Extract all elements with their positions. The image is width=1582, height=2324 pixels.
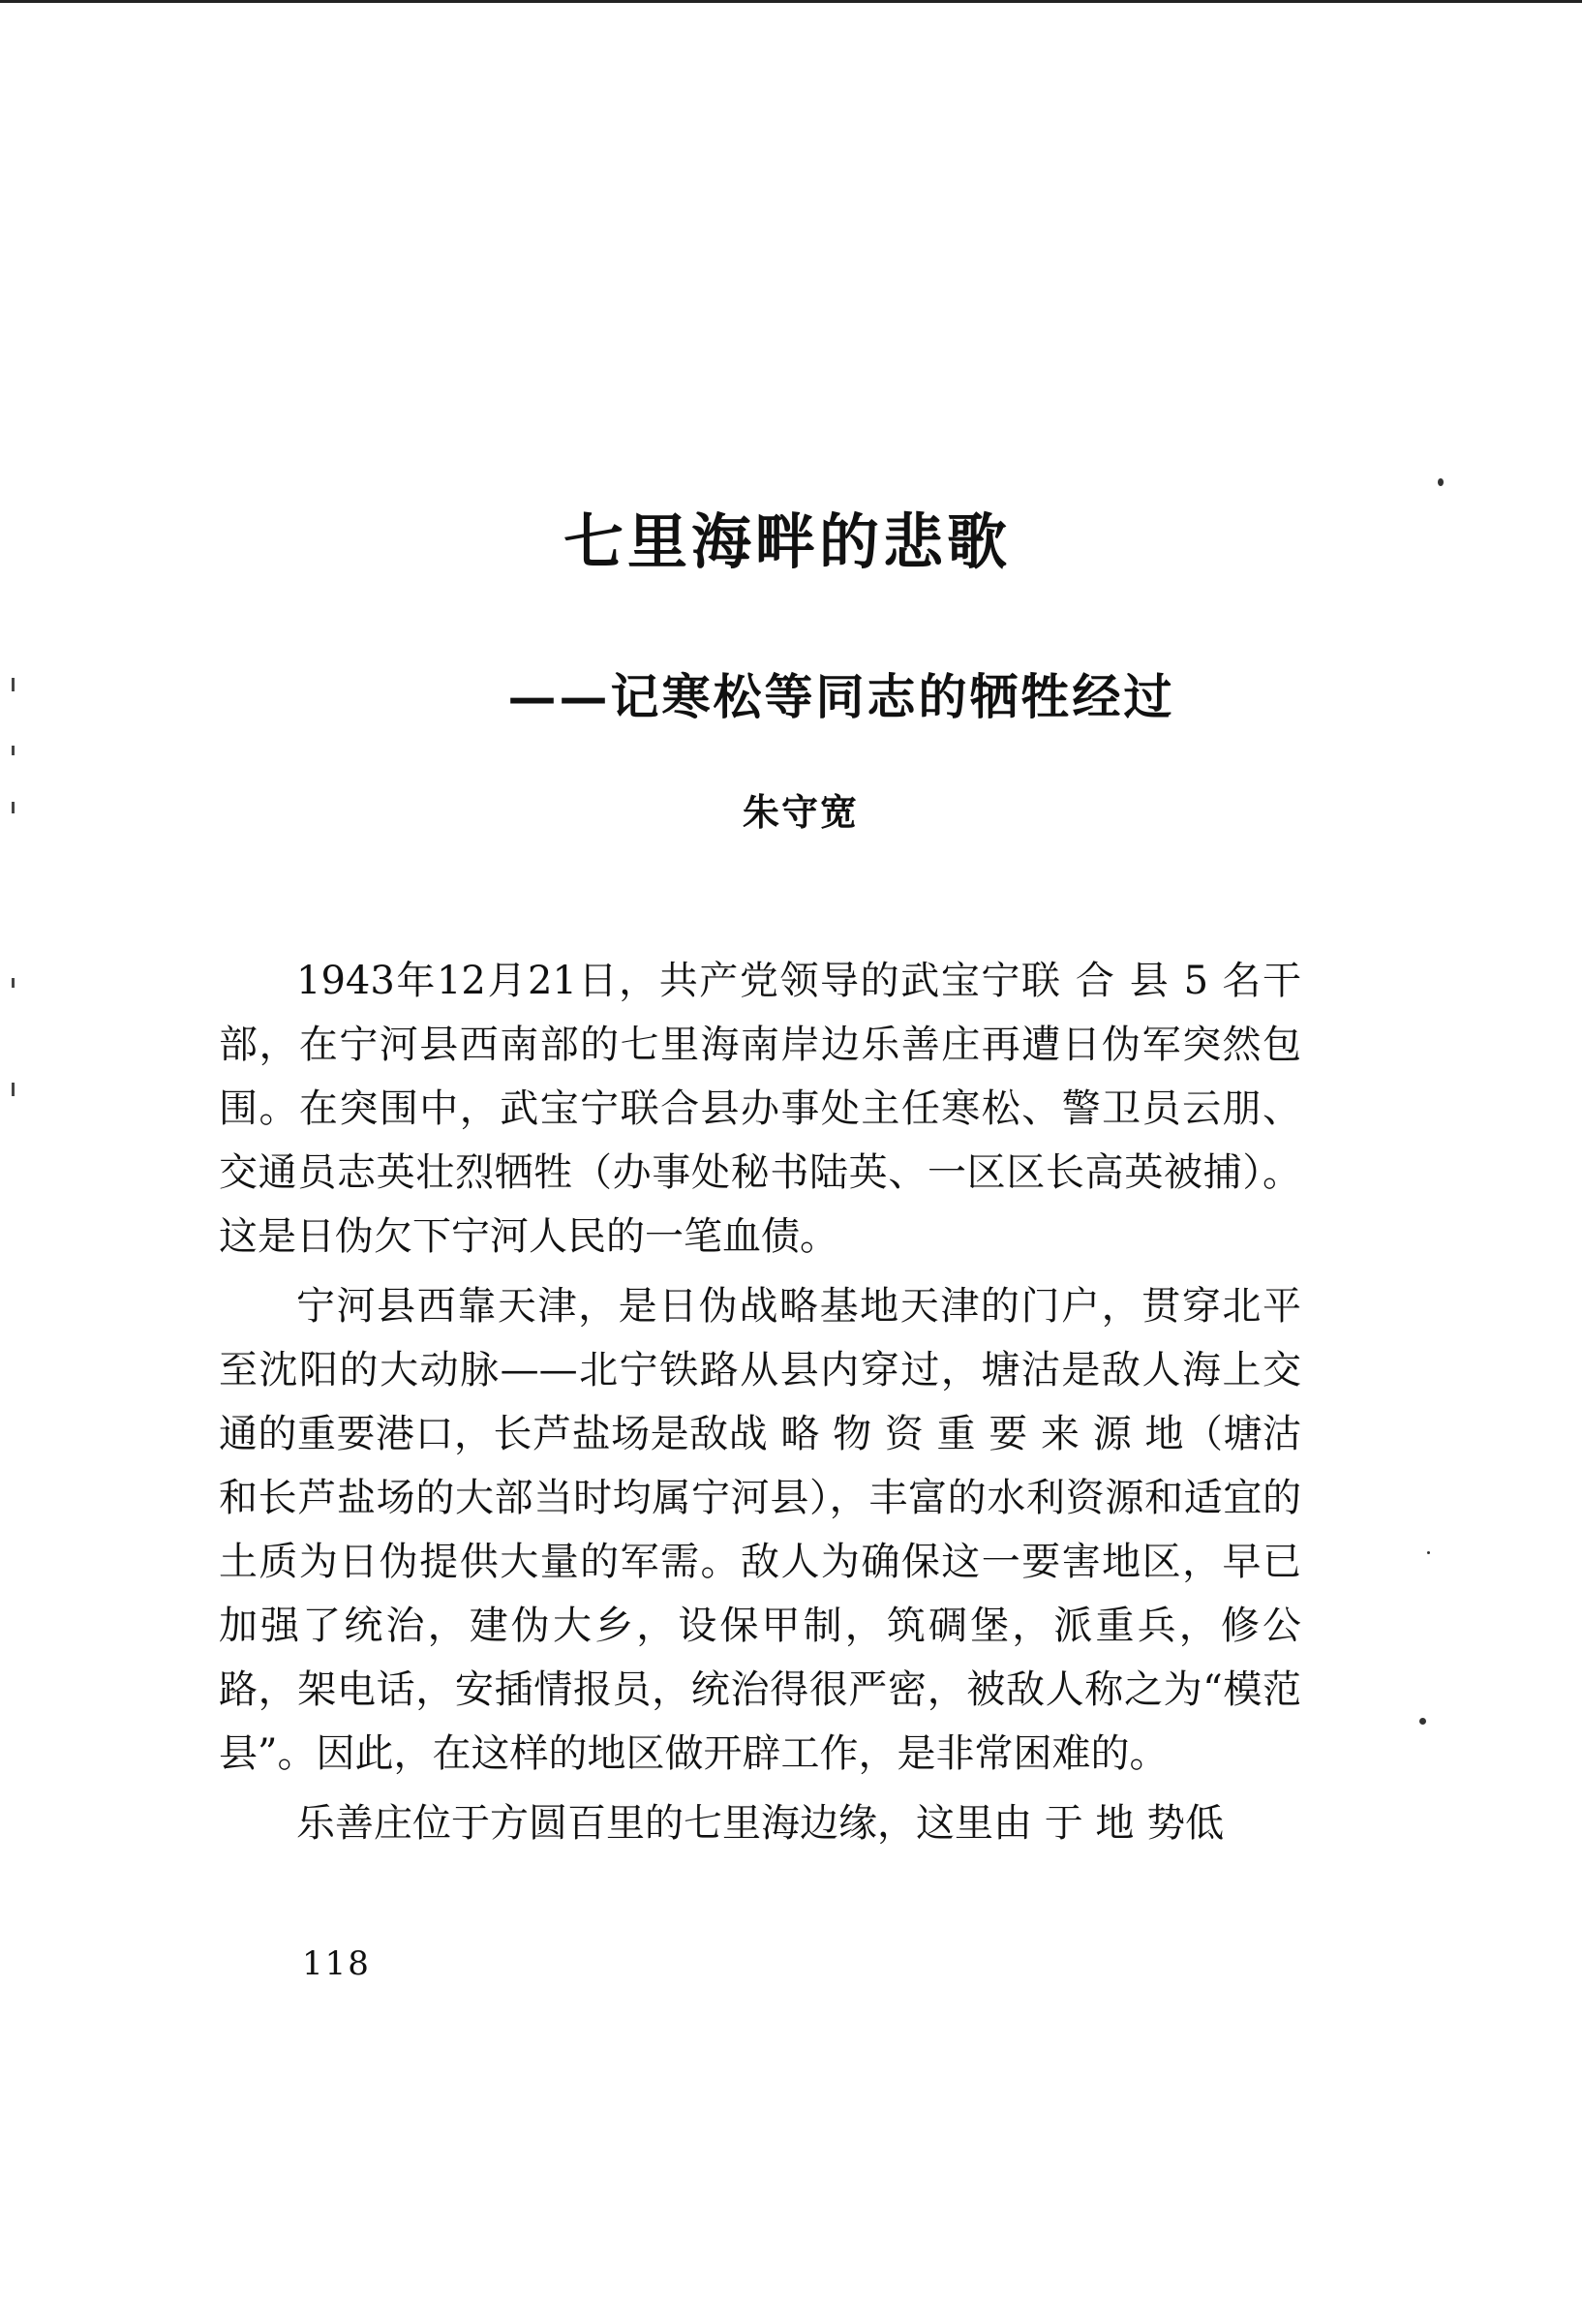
scan-margin-mark: [12, 978, 15, 988]
paragraph: 1943年12月21日，共产党领导的武宝宁联 合 县 5 名干部，在宁河县西南部的七里海南岸边乐善庄再遭日伪军突然包围。在突围中，武宝宁联合县办事处主任寒松、警卫员云朋、交通员志英壮烈牺牲（办事处秘书陆英、一区区长高英被捕）。这是日伪欠下宁河人民的一笔血债。: [219, 959, 1301, 1259]
scan-margin-mark: [12, 802, 15, 813]
article-body: [219, 949, 1301, 1861]
article-author: 朱守宽: [742, 791, 859, 834]
scan-speck: [1419, 1718, 1426, 1725]
scan-margin-mark: [12, 678, 15, 691]
page-number: 118: [302, 1944, 371, 1983]
scan-speck: [1438, 478, 1444, 486]
article-title: 七里海畔的悲歌: [563, 506, 1011, 577]
paragraph: 宁河县西靠天津，是日伪战略基地天津的门户，贯穿北平至沈阳的大动脉——北宁铁路从县内穿过，塘沽是敌人海上交通的重要港口，长芦盐场是敌战 略 物 资 重 要 来 源 地（塘沽和长芦盐场的大部当时均属宁河县），丰富的水利资源和适宜的土质为日伪提供大量的军需。敌人为确保这一要害地区，早已加强了统治，建伪大乡，设保甲制，筑碉堡，派重兵，修公路，架电话，安插情报员，统治得很严密，被敌人称之为“模范县”。因此，在这样的地区做开辟工作，是非常困难的。: [219, 1284, 1301, 1776]
top-border-line: [0, 0, 1582, 3]
paragraph: 乐善庄位于方圆百里的七里海边缘，这里由 于 地 势低: [296, 1801, 1225, 1846]
scan-margin-mark: [12, 746, 15, 755]
scan-speck: [1427, 1551, 1430, 1554]
article-subtitle: ——记寒松等同志的牺牲经过: [507, 668, 1175, 725]
scan-margin-mark: [12, 1083, 15, 1096]
